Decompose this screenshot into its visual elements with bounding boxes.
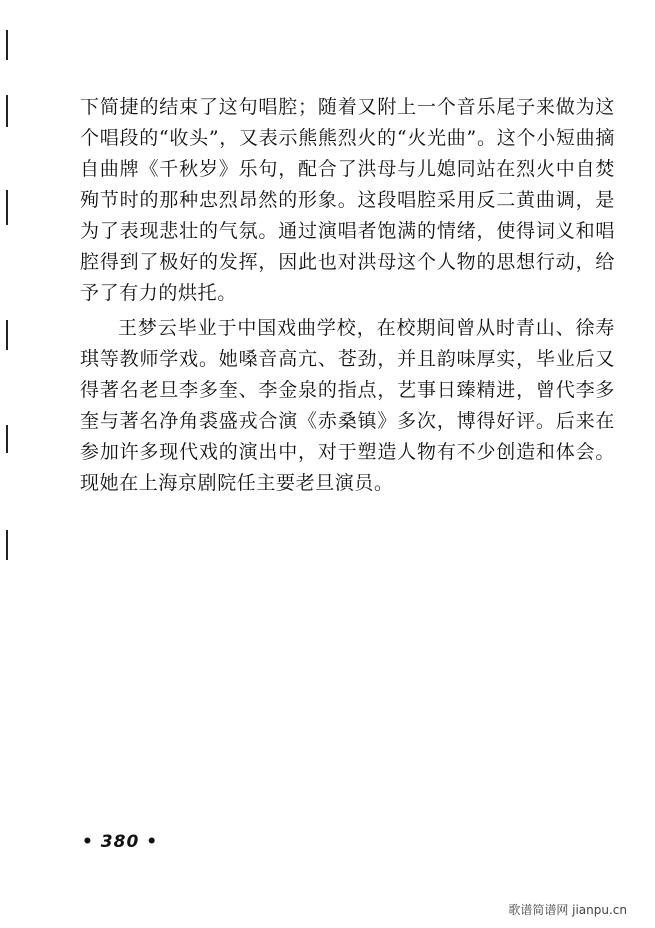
binding-mark	[6, 530, 8, 560]
paragraph-continued: 下简捷的结束了这句唱腔；随着又附上一个音乐尾子来做为这个唱段的“收头”，又表示熊熊烈火的“火光曲”。这个小短曲摘自曲牌《千秋岁》乐句，配合了洪母与儿媳同站在烈火中自焚殉节时的那种忠烈昂然的形象。这段唱腔采用反二黄曲调，是为了表现悲壮的气氛。通过演唱者饱满的情绪，使得词义和唱腔得到了极好的发挥，因此也对洪母这个人物的思想行动，给予了有力的烘托。	[80, 96, 615, 304]
paragraph-biography: 王梦云毕业于中国戏曲学校，在校期间曾从时青山、徐寿琪等教师学戏。她嗓音高亢、苍劲，并且韵味厚实，毕业后又得著名老旦李多奎、李金泉的指点，艺事日臻精进，曾代李多奎与著名净角裘盛戎合演《赤桑镇》多次，博得好评。后来在参加许多现代戏的演出中，对于塑造人物有不少创造和体会。现她在上海京剧院任主要老旦演员。	[80, 317, 615, 494]
binding-mark	[6, 190, 8, 225]
binding-mark	[6, 95, 8, 127]
page-number: • 380 •	[82, 832, 159, 852]
binding-mark	[6, 320, 8, 350]
binding-mark	[6, 30, 8, 60]
body-text	[80, 92, 615, 499]
binding-mark	[6, 425, 8, 453]
site-watermark: 歌谱简谱网 jianpu.cn	[508, 903, 627, 917]
binding-marks	[6, 30, 9, 570]
